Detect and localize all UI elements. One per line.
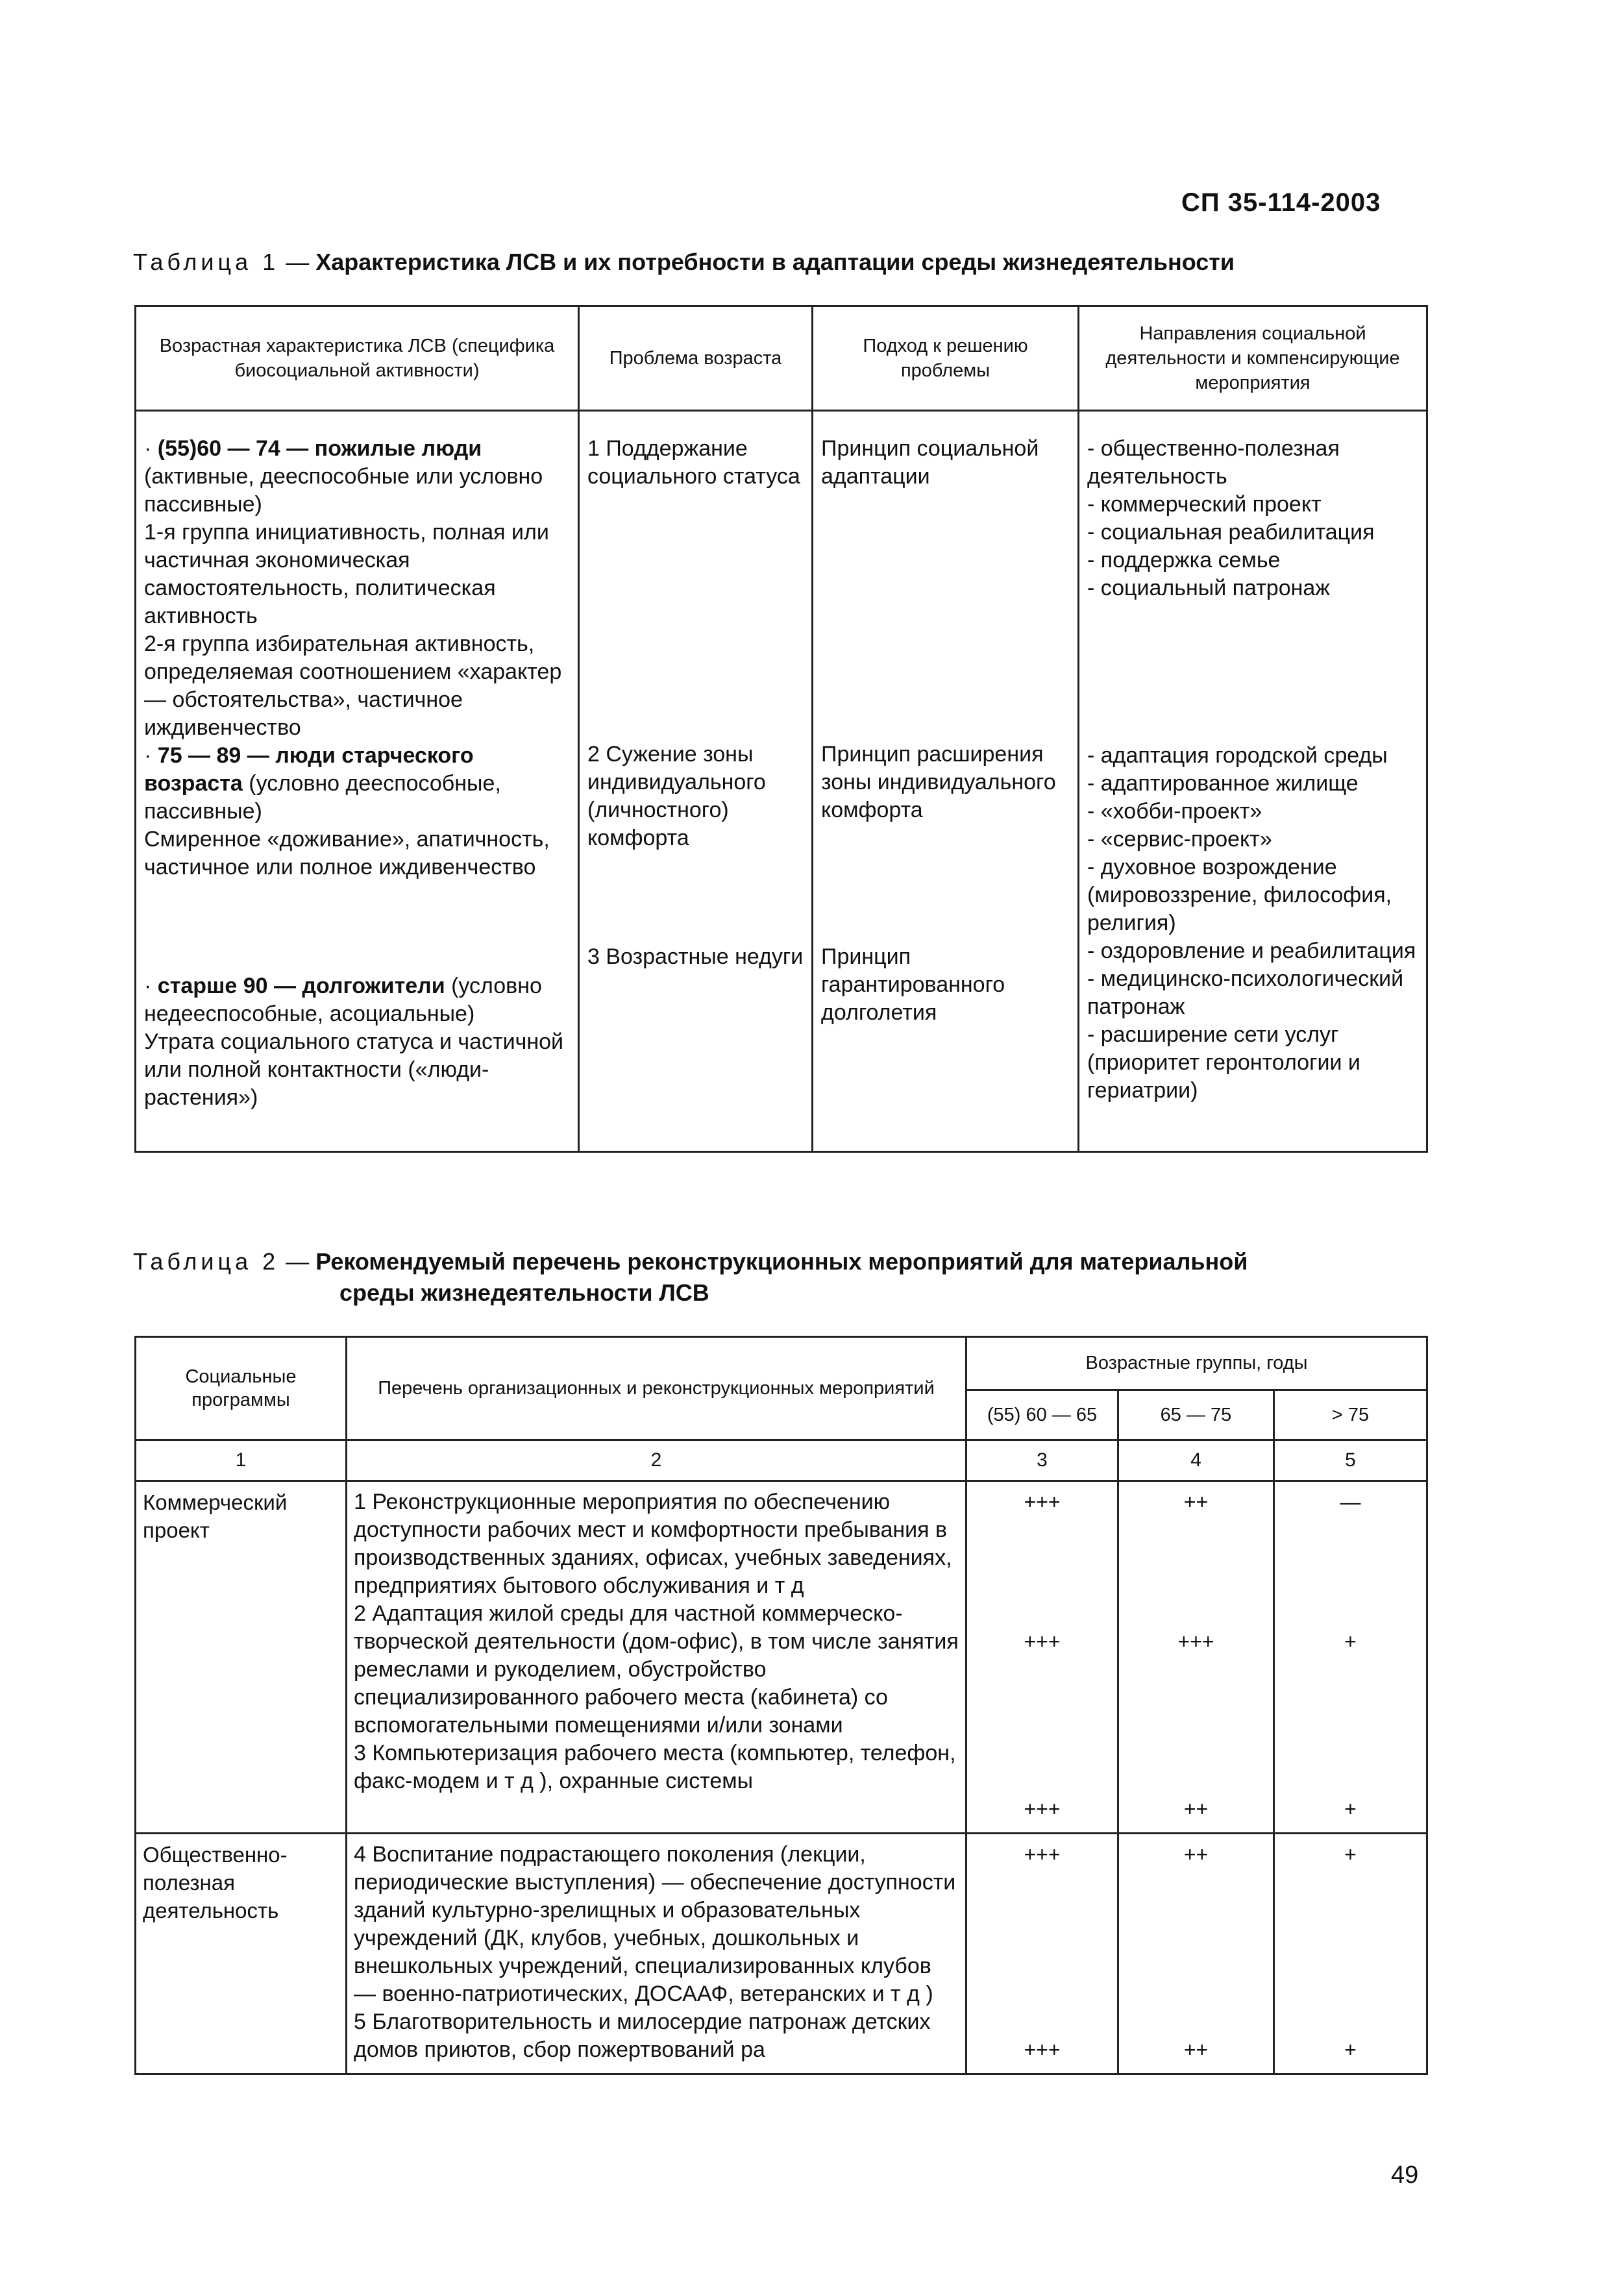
marks-group-2 [1118,1481,1274,1834]
table1-title: Характеристика ЛСВ и их потребности в адаптации среды жизнедеятельности [315,249,1235,275]
approach: Принцип гарантированного долголетия [821,944,1005,1025]
measure-item: - «сервис-проект» [1087,827,1272,852]
table2-header-group-1: (55) 60 — 65 [966,1390,1118,1440]
table2-section-row [136,1481,1427,1834]
mark: + [1344,1797,1357,1821]
table2-title-line2: среды жизнедеятельности ЛСВ [339,1279,709,1306]
measure-item: - поддержка семье [1087,548,1281,572]
column-number: 1 [136,1440,347,1481]
measure-item: - расширение сети услуг (приоритет геронтологии и гериатрии) [1087,1022,1360,1103]
marks-group-3 [1274,1481,1427,1834]
measure-text: 4 Воспитание подрастающего поколения (лекции, периодические выступления) — обеспечение доступности зданий культурно-зрелищных и образовательных учреждений (ДК, клубов, учебных, дошкольных и внешкольных учреждений, специализированных клубов — военно-патриотических, ДОСААФ, ветеранских и т д ) [354,1842,956,2006]
age-group-desc: (условно недееспособные, асоциальные) [144,974,542,1026]
column-number: 5 [1274,1440,1427,1481]
measure-item: - «хобби-проект» [1087,799,1262,824]
age-group-desc: (активные, дееспособные или условно пассивные) [144,464,543,517]
table1-header-cell: Возрастная характеристика ЛСВ (специфика биосоциальной активности) [136,306,579,411]
measure-item: - коммерческий проект [1087,492,1322,517]
measures-cell [1079,411,1427,1152]
table2 [134,1336,1428,2075]
measure-item: - духовное возрождение (мировоззрение, философия, религия) [1087,855,1392,935]
table1-header-cell: Проблема возраста [579,306,813,411]
measure-item: - общественно-полезная деятельность [1087,436,1340,489]
table1 [134,305,1428,1153]
measure-item: - социальная реабилитация [1087,520,1375,545]
age-characteristics-cell [136,411,579,1152]
mark: +++ [1024,1797,1061,1821]
table1-body-row [136,411,1427,1152]
mark: +++ [1177,1630,1214,1653]
table2-dash: — [286,1248,310,1275]
table1-header-cell: Подход к решению проблемы [813,306,1079,411]
table2-column-number-row [136,1440,1427,1481]
mark: + [1344,1630,1357,1653]
table2-title-line1: Рекомендуемый перечень реконструкционных мероприятий для материальной [315,1248,1248,1275]
table2-header-group-3: > 75 [1274,1390,1427,1440]
approach: Принцип социальной адаптации [821,436,1039,489]
marks-group-1 [966,1481,1118,1834]
age-group-detail: Смиренное «доживание», апатичность, частичное или полное иждивенчество [144,827,550,879]
table2-label: Таблица 2 [133,1248,280,1275]
table1-dash: — [286,249,310,275]
age-group-block: · старше 90 — долгожители (условно недееспособные, асоциальные) [144,974,542,1026]
measure-item: - адаптированное жилище [1087,771,1359,796]
age-group-block: · (55)60 — 74 — пожилые люди (активные, дееспособные или условно пассивные) [144,436,543,517]
table2-header-group-2: 65 — 75 [1118,1390,1274,1440]
measure-item: - адаптация городской среды [1087,743,1388,768]
measures-list-cell [347,1834,966,2074]
approach: Принцип расширения зоны индивидуального комфорта [821,742,1056,822]
approach-cell [813,411,1079,1152]
mark: + [1344,1843,1357,1866]
marks-group-3 [1274,1834,1427,2074]
mark: +++ [1024,1843,1061,1866]
age-group-detail: 2-я группа избирательная активность, определяемая соотношением «характер — обстоятельства», частичное иждивенчество [144,632,562,740]
mark: +++ [1024,1490,1061,1514]
page-number: 49 [1391,2161,1419,2189]
column-number: 4 [1118,1440,1274,1481]
mark: — [1340,1490,1361,1514]
age-group-title: (55)60 — 74 — пожилые люди [157,436,482,461]
document-code: СП 35-114-2003 [1181,188,1381,217]
table1-caption [133,247,1431,278]
measure-item: - медицинско-психологический патронаж [1087,966,1404,1019]
table2-header-age-groups: Возрастные группы, годы [966,1337,1427,1390]
measure-text: 2 Адаптация жилой среды для частной коммерческо-творческой деятельности (дом-офис), в том числе занятия ремеслами и рукоделием, обустройство специализированного рабочего места (кабинета) со вспомогательными помещениями и/или зонами [354,1601,959,1738]
age-problem: 1 Поддержание социального статуса [587,436,800,489]
measures-list-cell [347,1481,966,1834]
measure-item: - социальный патронаж [1087,576,1331,600]
age-problem-cell [579,411,813,1152]
table1-header-cell: Направления социальной деятельности и компенсирующие мероприятия [1079,306,1427,411]
table1-label: Таблица 1 [133,249,280,275]
mark: ++ [1183,1843,1209,1866]
measure-item: - оздоровление и реабилитация [1087,939,1416,963]
measure-text: 5 Благотворительность и милосердие патронаж детских домов приютов, сбор пожертвований ра [354,2009,931,2062]
table2-caption [133,1246,1431,1309]
table2-section-row [136,1834,1427,2074]
age-problem: 2 Сужение зоны индивидуального (личностного) комфорта [587,742,766,850]
age-group-detail: Утрата социального статуса и частичной или полной контактности («люди-растения») [144,1029,563,1110]
age-group-block: · 75 — 89 — люди старческого возраста (условно дееспособные, пассивные) [144,743,501,824]
table2-header-measures: Перечень организационных и реконструкционных мероприятий [347,1337,966,1440]
table1-header-row [136,306,1427,411]
program-name: Коммерческий проект [136,1481,347,1834]
mark: +++ [1024,2038,1061,2061]
table2-header-row [136,1337,1427,1390]
age-problem: 3 Возрастные недуги [587,944,804,969]
marks-group-2 [1118,1834,1274,2074]
mark: + [1344,2038,1357,2061]
age-group-title: 75 — 89 — люди старческого возраста [144,743,474,796]
age-group-detail: 1-я группа инициативность, полная или частичная экономическая самостоятельность, политическая активность [144,520,549,628]
measure-text: 3 Компьютеризация рабочего места (компьютер, телефон, факс-модем и т д ), охранные системы [354,1741,956,1793]
age-group-title: старше 90 — долгожители [157,974,445,998]
mark: +++ [1024,1630,1061,1653]
mark: ++ [1183,1490,1209,1514]
program-name: Общественно-полезная деятельность [136,1834,347,2074]
age-group-desc: (условно дееспособные, пассивные) [144,771,501,824]
column-number: 3 [966,1440,1118,1481]
mark: ++ [1183,2038,1209,2061]
mark: ++ [1183,1797,1209,1821]
measure-text: 1 Реконструкционные мероприятия по обеспечению доступности рабочих мест и комфортности пребывания в производственных зданиях, офисах, учебных заведениях, предприятиях бытового обслуживания и т д [354,1490,952,1598]
marks-group-1 [966,1834,1118,2074]
table2-header-programs: Социальные программы [136,1337,347,1440]
column-number: 2 [347,1440,966,1481]
